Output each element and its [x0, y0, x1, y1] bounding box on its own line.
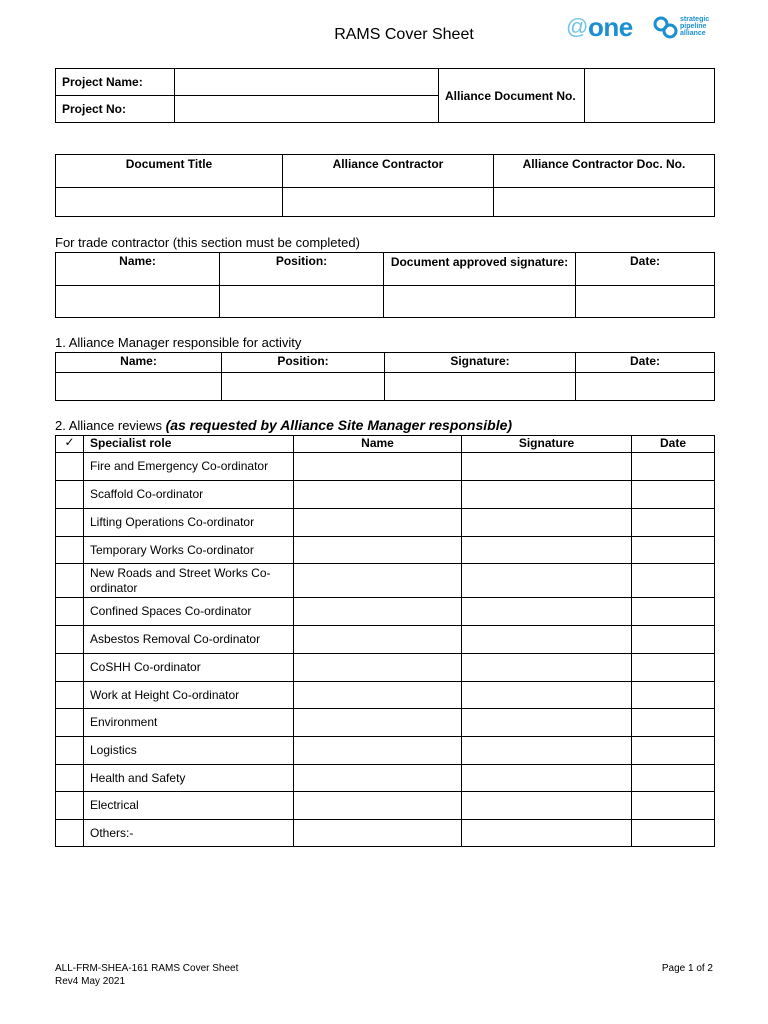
- specialist-role-label: Electrical: [84, 792, 294, 820]
- trade-position-header: Position:: [220, 253, 384, 286]
- role-check-field[interactable]: [56, 509, 84, 537]
- specialist-role-label: Confined Spaces Co-ordinator: [84, 598, 294, 626]
- role-signature-field[interactable]: [462, 765, 632, 792]
- table-row: [56, 654, 715, 682]
- alliance-reviews-heading: [55, 417, 512, 433]
- pipeline-logo-icon: [652, 15, 680, 41]
- role-date-field[interactable]: [632, 654, 715, 682]
- alliance-contractor-field[interactable]: [283, 188, 494, 217]
- project-name-field[interactable]: [175, 69, 439, 96]
- role-date-field[interactable]: [632, 765, 715, 792]
- manager-position-field[interactable]: [222, 373, 385, 401]
- role-name-field[interactable]: [294, 709, 462, 737]
- reviews-name-header: Name: [294, 436, 462, 453]
- specialist-role-label: CoSHH Co-ordinator: [84, 654, 294, 682]
- document-table: [55, 154, 715, 217]
- page-title: RAMS Cover Sheet: [334, 26, 474, 43]
- table-row: [56, 453, 715, 481]
- project-no-label: Project No:: [56, 96, 175, 123]
- role-check-field[interactable]: [56, 709, 84, 737]
- trade-date-header: Date:: [576, 253, 715, 286]
- specialist-role-label: Lifting Operations Co-ordinator: [84, 509, 294, 537]
- role-signature-field[interactable]: [462, 682, 632, 709]
- reviews-signature-header: Signature: [462, 436, 632, 453]
- role-name-field[interactable]: [294, 453, 462, 481]
- role-check-field[interactable]: [56, 737, 84, 765]
- role-name-field[interactable]: [294, 481, 462, 509]
- role-date-field[interactable]: [632, 737, 715, 765]
- alliance-contractor-header: Alliance Contractor: [283, 155, 494, 188]
- alliance-logo: [566, 12, 714, 44]
- logo-wordmark: strategic pipeline alliance: [680, 16, 710, 37]
- role-check-field[interactable]: [56, 626, 84, 654]
- table-row: [56, 537, 715, 564]
- role-name-field[interactable]: [294, 509, 462, 537]
- trade-signature-header: Document approved signature:: [384, 253, 576, 286]
- table-row: [56, 509, 715, 537]
- document-title-field[interactable]: [56, 188, 283, 217]
- role-date-field[interactable]: [632, 820, 715, 847]
- manager-date-field[interactable]: [576, 373, 715, 401]
- role-date-field[interactable]: [632, 709, 715, 737]
- manager-name-header: Name:: [56, 353, 222, 373]
- logo-one-text: one: [588, 12, 633, 42]
- specialist-role-label: Logistics: [84, 737, 294, 765]
- role-check-field[interactable]: [56, 537, 84, 564]
- role-signature-field[interactable]: [462, 509, 632, 537]
- role-signature-field[interactable]: [462, 564, 632, 598]
- alliance-contractor-doc-no-header: Alliance Contractor Doc. No.: [494, 155, 715, 188]
- alliance-manager-table: [55, 352, 715, 401]
- role-name-field[interactable]: [294, 737, 462, 765]
- role-name-field[interactable]: [294, 626, 462, 654]
- reviews-rows: [56, 453, 715, 847]
- project-name-label: Project Name:: [56, 69, 175, 96]
- alliance-document-no-label: Alliance Document No.: [439, 69, 585, 123]
- specialist-role-label: Environment: [84, 709, 294, 737]
- trade-signature-field[interactable]: [384, 286, 576, 318]
- manager-signature-field[interactable]: [385, 373, 576, 401]
- role-signature-field[interactable]: [462, 709, 632, 737]
- table-row: [56, 481, 715, 509]
- role-name-field[interactable]: [294, 598, 462, 626]
- check-icon: ✓: [56, 436, 84, 453]
- role-signature-field[interactable]: [462, 654, 632, 682]
- specialist-role-label: Scaffold Co-ordinator: [84, 481, 294, 509]
- role-signature-field[interactable]: [462, 737, 632, 765]
- role-date-field[interactable]: [632, 453, 715, 481]
- specialist-role-label: Others:-: [84, 820, 294, 847]
- role-signature-field[interactable]: [462, 820, 632, 847]
- alliance-manager-heading: 1. Alliance Manager responsible for activity: [55, 335, 302, 350]
- trade-contractor-heading: For trade contractor (this section must be completed): [55, 235, 360, 250]
- role-date-field[interactable]: [632, 509, 715, 537]
- alliance-reviews-heading-text: 2. Alliance reviews: [55, 418, 166, 433]
- trade-name-header: Name:: [56, 253, 220, 286]
- role-check-field[interactable]: [56, 792, 84, 820]
- alliance-reviews-heading-note: (as requested by Alliance Site Manager responsible): [165, 417, 513, 433]
- role-date-field[interactable]: [632, 682, 715, 709]
- role-signature-field[interactable]: [462, 537, 632, 564]
- footer-revision: Rev4 May 2021: [55, 976, 126, 987]
- specialist-role-label: Temporary Works Co-ordinator: [84, 537, 294, 564]
- table-row: [56, 737, 715, 765]
- role-name-field[interactable]: [294, 537, 462, 564]
- role-name-field[interactable]: [294, 564, 462, 598]
- role-name-field[interactable]: [294, 765, 462, 792]
- specialist-role-label: Health and Safety: [84, 765, 294, 792]
- table-row: [56, 564, 715, 598]
- specialist-role-label: Work at Height Co-ordinator: [84, 682, 294, 709]
- specialist-role-label: Asbestos Removal Co-ordinator: [84, 626, 294, 654]
- trade-position-field[interactable]: [220, 286, 384, 318]
- specialist-role-label: New Roads and Street Works Co-ordinator: [84, 564, 294, 598]
- role-check-field[interactable]: [56, 453, 84, 481]
- footer-page-number: Page 1 of 2: [661, 963, 713, 974]
- role-signature-field[interactable]: [462, 626, 632, 654]
- role-name-field[interactable]: [294, 820, 462, 847]
- table-row: [56, 626, 715, 654]
- role-date-field[interactable]: [632, 626, 715, 654]
- role-check-field[interactable]: [56, 598, 84, 626]
- role-date-field[interactable]: [632, 537, 715, 564]
- role-check-field[interactable]: [56, 564, 84, 598]
- role-signature-field[interactable]: [462, 792, 632, 820]
- table-row: [56, 709, 715, 737]
- table-row: [56, 765, 715, 792]
- manager-date-header: Date:: [576, 353, 715, 373]
- role-date-field[interactable]: [632, 598, 715, 626]
- table-row: [56, 598, 715, 626]
- specialist-role-header: Specialist role: [84, 436, 294, 453]
- specialist-role-label: Fire and Emergency Co-ordinator: [84, 453, 294, 481]
- role-check-field[interactable]: [56, 765, 84, 792]
- table-row: [56, 792, 715, 820]
- alliance-contractor-doc-no-field[interactable]: [494, 188, 715, 217]
- manager-position-header: Position:: [222, 353, 385, 373]
- manager-name-field[interactable]: [56, 373, 222, 401]
- alliance-reviews-table: [55, 435, 715, 847]
- trade-date-field[interactable]: [576, 286, 715, 318]
- table-row: [56, 682, 715, 709]
- role-signature-field[interactable]: [462, 598, 632, 626]
- manager-signature-header: Signature:: [385, 353, 576, 373]
- role-name-field[interactable]: [294, 682, 462, 709]
- role-check-field[interactable]: [56, 481, 84, 509]
- role-signature-field[interactable]: [462, 481, 632, 509]
- document-title-header: Document Title: [56, 155, 283, 188]
- role-name-field[interactable]: [294, 654, 462, 682]
- role-name-field[interactable]: [294, 792, 462, 820]
- role-date-field[interactable]: [632, 481, 715, 509]
- logo-at-symbol: @: [566, 14, 589, 39]
- footer-doc-ref: ALL-FRM-SHEA-161 RAMS Cover Sheet: [55, 963, 239, 974]
- role-check-field[interactable]: [56, 682, 84, 709]
- reviews-date-header: Date: [632, 436, 715, 453]
- project-table: [55, 68, 715, 123]
- role-date-field[interactable]: [632, 564, 715, 598]
- project-no-field[interactable]: [175, 96, 439, 123]
- alliance-document-no-field[interactable]: [585, 69, 715, 123]
- role-date-field[interactable]: [632, 792, 715, 820]
- trade-name-field[interactable]: [56, 286, 220, 318]
- role-check-field[interactable]: [56, 820, 84, 847]
- role-signature-field[interactable]: [462, 453, 632, 481]
- role-check-field[interactable]: [56, 654, 84, 682]
- trade-contractor-table: [55, 252, 715, 318]
- table-row: [56, 820, 715, 847]
